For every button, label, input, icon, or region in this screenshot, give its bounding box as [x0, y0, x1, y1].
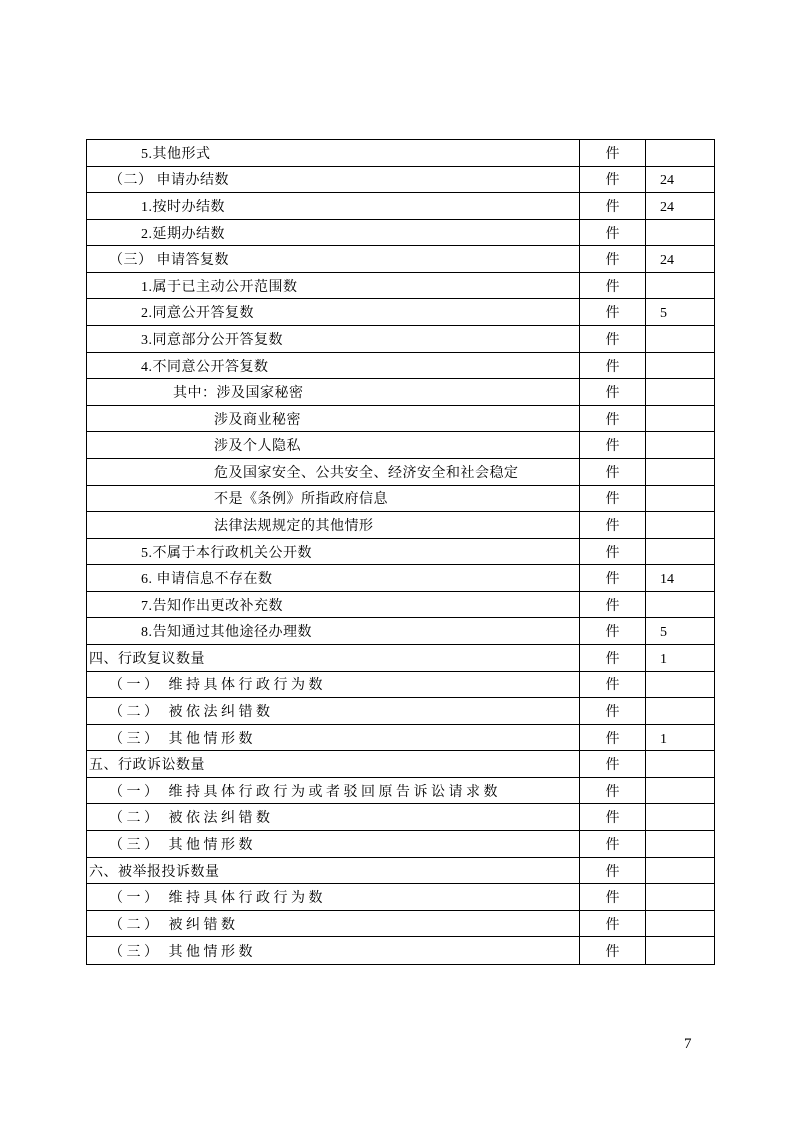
- table-row: [87, 778, 714, 805]
- row-value: [646, 831, 714, 857]
- row-value: [646, 353, 714, 379]
- row-indicator-label: 5.不属于本行政机关公开数: [87, 539, 580, 565]
- row-unit: 件: [580, 592, 646, 618]
- table-row: [87, 246, 714, 273]
- row-indicator-label: （三） 其他情形数: [87, 831, 580, 857]
- table-row: [87, 565, 714, 592]
- row-indicator-label: 8.告知通过其他途径办理数: [87, 618, 580, 644]
- row-unit: 件: [580, 459, 646, 485]
- row-unit: 件: [580, 804, 646, 830]
- row-unit: 件: [580, 539, 646, 565]
- row-indicator-label: （二） 申请办结数: [87, 167, 580, 193]
- row-value: [646, 406, 714, 432]
- row-value: 24: [660, 200, 674, 216]
- row-unit: 件: [580, 751, 646, 777]
- row-indicator-label: （三） 其他情形数: [87, 725, 580, 751]
- row-indicator-label: 2.同意公开答复数: [87, 299, 580, 325]
- row-unit: 件: [580, 778, 646, 804]
- table-row: [87, 911, 714, 938]
- table-row: [87, 167, 714, 194]
- row-unit: 件: [580, 698, 646, 724]
- row-unit: 件: [580, 326, 646, 352]
- row-value: 24: [660, 253, 674, 269]
- table-row: [87, 937, 714, 964]
- table-row: [87, 672, 714, 699]
- table-row: [87, 353, 714, 380]
- row-unit: 件: [580, 911, 646, 937]
- row-value: 1: [660, 651, 667, 667]
- table-row: [87, 884, 714, 911]
- table-row: [87, 512, 714, 539]
- row-indicator-label: 6. 申请信息不存在数: [87, 565, 580, 591]
- row-value: [646, 698, 714, 724]
- row-unit: 件: [580, 645, 646, 671]
- row-unit: 件: [580, 858, 646, 884]
- row-value: 24: [660, 173, 674, 189]
- row-indicator-label: 7.告知作出更改补充数: [87, 592, 580, 618]
- table-row: [87, 645, 714, 672]
- table-row: [87, 804, 714, 831]
- row-indicator-label: 涉及商业秘密: [87, 406, 580, 432]
- row-indicator-label: （三） 其他情形数: [87, 937, 580, 964]
- row-indicator-label: 1.按时办结数: [87, 193, 580, 219]
- row-indicator-label: 涉及个人隐私: [87, 432, 580, 458]
- table-row: [87, 831, 714, 858]
- row-value: [646, 751, 714, 777]
- row-value: [646, 273, 714, 299]
- row-value: [646, 804, 714, 830]
- row-value: [646, 486, 714, 512]
- row-value: [646, 778, 714, 804]
- row-value: 5: [660, 625, 667, 641]
- row-value: [646, 884, 714, 910]
- row-value: [646, 858, 714, 884]
- row-indicator-label: 危及国家安全、公共安全、经济安全和社会稳定: [87, 459, 580, 485]
- row-indicator-label: 其中：涉及国家秘密: [87, 379, 580, 405]
- row-indicator-label: 3.同意部分公开答复数: [87, 326, 580, 352]
- table-row: [87, 725, 714, 752]
- row-unit: 件: [580, 432, 646, 458]
- table-row: [87, 486, 714, 513]
- table-row: [87, 858, 714, 885]
- row-value: [646, 379, 714, 405]
- row-indicator-label: （三） 申请答复数: [87, 246, 580, 272]
- row-value: [646, 592, 714, 618]
- row-indicator-label: （一） 维持具体行政行为或者驳回原告诉讼请求数: [87, 778, 580, 804]
- row-indicator-label: 不是《条例》所指政府信息: [87, 486, 580, 512]
- table-row: [87, 751, 714, 778]
- table-row: [87, 379, 714, 406]
- row-value: [646, 539, 714, 565]
- row-unit: 件: [580, 299, 646, 325]
- row-value: 5: [660, 306, 667, 322]
- row-value: [646, 512, 714, 538]
- row-indicator-label: （一） 维持具体行政行为数: [87, 672, 580, 698]
- row-unit: 件: [580, 831, 646, 857]
- table-row: [87, 618, 714, 645]
- table-row: [87, 326, 714, 353]
- table-row: [87, 220, 714, 247]
- row-value: 1: [660, 731, 667, 747]
- table-row: [87, 459, 714, 486]
- table-row: [87, 299, 714, 326]
- table-row: [87, 193, 714, 220]
- row-unit: 件: [580, 353, 646, 379]
- row-unit: 件: [580, 140, 646, 166]
- row-indicator-label: 四、行政复议数量: [87, 645, 580, 671]
- row-unit: 件: [580, 672, 646, 698]
- row-unit: 件: [580, 379, 646, 405]
- row-unit: 件: [580, 618, 646, 644]
- row-indicator-label: 4.不同意公开答复数: [87, 353, 580, 379]
- row-value: [646, 432, 714, 458]
- row-unit: 件: [580, 937, 646, 964]
- row-value: [646, 220, 714, 246]
- row-unit: 件: [580, 486, 646, 512]
- row-indicator-label: 五、行政诉讼数量: [87, 751, 580, 777]
- row-value: [646, 672, 714, 698]
- table-row: [87, 698, 714, 725]
- table-row: [87, 592, 714, 619]
- row-unit: 件: [580, 725, 646, 751]
- row-value: [646, 459, 714, 485]
- row-indicator-label: 1.属于已主动公开范围数: [87, 273, 580, 299]
- table-row: [87, 406, 714, 433]
- row-value: [646, 911, 714, 937]
- row-unit: 件: [580, 512, 646, 538]
- row-unit: 件: [580, 246, 646, 272]
- row-unit: 件: [580, 167, 646, 193]
- row-unit: 件: [580, 565, 646, 591]
- table-row: [87, 432, 714, 459]
- row-value: [646, 140, 714, 166]
- row-value: 14: [660, 572, 674, 588]
- row-indicator-label: （一） 维持具体行政行为数: [87, 884, 580, 910]
- row-indicator-label: （二） 被依法纠错数: [87, 698, 580, 724]
- row-unit: 件: [580, 193, 646, 219]
- statistics-table: [86, 139, 715, 965]
- row-indicator-label: （二） 被纠错数: [87, 911, 580, 937]
- page-number: 7: [684, 1036, 692, 1052]
- row-indicator-label: （二） 被依法纠错数: [87, 804, 580, 830]
- row-unit: 件: [580, 884, 646, 910]
- table-row: [87, 539, 714, 566]
- row-indicator-label: 5.其他形式: [87, 140, 580, 166]
- row-unit: 件: [580, 220, 646, 246]
- row-indicator-label: 六、被举报投诉数量: [87, 858, 580, 884]
- table-row: [87, 273, 714, 300]
- row-indicator-label: 2.延期办结数: [87, 220, 580, 246]
- row-unit: 件: [580, 406, 646, 432]
- row-indicator-label: 法律法规规定的其他情形: [87, 512, 580, 538]
- table-row: [87, 140, 714, 167]
- row-value: [646, 326, 714, 352]
- row-value: [646, 937, 714, 964]
- row-unit: 件: [580, 273, 646, 299]
